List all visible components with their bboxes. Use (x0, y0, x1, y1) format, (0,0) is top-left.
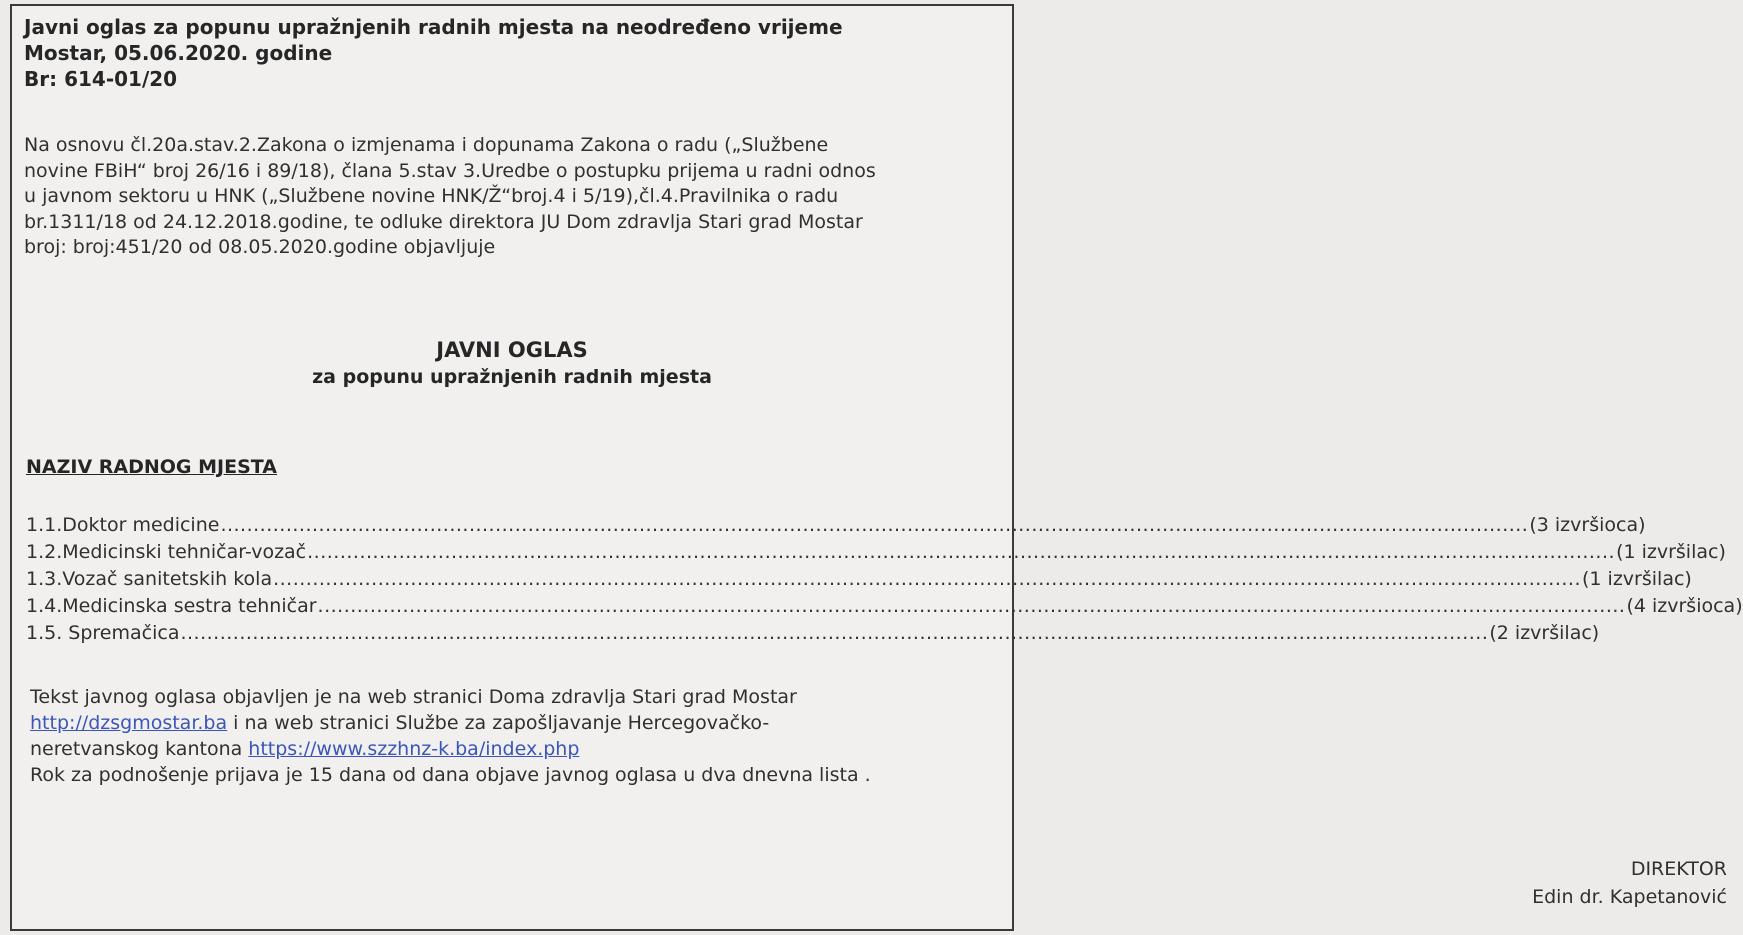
list-item (26, 593, 1743, 620)
intro-line: broj: broj:451/20 od 08.05.2020.godine objavljuje (24, 236, 496, 258)
list-item (26, 566, 1692, 593)
signature-role: DIREKTOR (1630, 858, 1727, 880)
szzhnz-link[interactable]: https://www.szzhnz-k.ba/index.php (248, 738, 580, 760)
intro-paragraph (24, 133, 1004, 261)
positions-list (26, 512, 1743, 647)
signature-name: Edin dr. Kapetanović (1532, 886, 1727, 908)
position-count: (1 izvršilac) (1582, 568, 1692, 590)
position-name: 1.5. Spremačica (26, 622, 180, 644)
document-header (24, 14, 843, 92)
position-count: (2 izvršilac) (1489, 622, 1600, 644)
position-name: 1.1.Doktor medicine (26, 514, 220, 536)
document-title: Javni oglas za popunu upražnjenih radnih mjesta na neodređeno vrijeme (24, 15, 843, 39)
intro-line: novine FBiH“ broj 26/16 i 89/18), člana 5.stav 3.Uredbe o postupku prijema u radni odnos (24, 159, 876, 182)
notice-line (30, 736, 1000, 762)
notice-text: neretvanskog kantona (30, 738, 249, 760)
notice-line (30, 710, 1000, 736)
position-name: 1.3.Vozač sanitetskih kola (26, 568, 273, 590)
announcement-subtitle: za popunu upražnjenih radnih mjesta (312, 366, 712, 388)
notice-line: Tekst javnog oglasa objavljen je na web stranici Doma zdravlja Stari grad Mostar (30, 686, 797, 708)
leader-dots: ........................................................................................................................................................................................................ (317, 595, 1626, 617)
leader-dots: ........................................................................................................................................................................................................ (307, 541, 1616, 563)
document-number: Br: 614-01/20 (24, 67, 178, 91)
announcement-title: JAVNI OGLAS (436, 338, 588, 362)
leader-dots: ........................................................................................................................................................................................................ (220, 514, 1529, 536)
list-item (26, 512, 1646, 539)
intro-line: u javnom sektoru u HNK („Službene novine HNK/Ž“broj.4 i 5/19),čl.4.Pravilnika o radu (24, 185, 839, 207)
position-count: (3 izvršioca) (1529, 514, 1646, 536)
position-name: 1.2.Medicinski tehničar-vozač (26, 541, 307, 563)
list-item (26, 539, 1726, 566)
leader-dots: ........................................................................................................................................................................................................ (180, 622, 1489, 644)
place-date: Mostar, 05.06.2020. godine (24, 41, 333, 65)
position-count: (1 izvršilac) (1616, 541, 1726, 563)
dzsgmostar-link[interactable]: http://dzsgmostar.ba (30, 712, 228, 734)
leader-dots: ........................................................................................................................................................................................................ (273, 568, 1582, 590)
notice-text: i na web stranici Službe za zapošljavanje Hercegovačko- (227, 712, 770, 734)
intro-line: Na osnovu čl.20a.stav.2.Zakona o izmjenama i dopunama Zakona o radu („Službene (24, 134, 829, 156)
signature-block (1532, 855, 1727, 911)
list-item (26, 620, 1600, 647)
notice-line: Rok za podnošenje prijava je 15 dana od dana objave javnog oglasa u dva dnevna lista . (30, 764, 871, 786)
position-name: 1.4.Medicinska sestra tehničar (26, 595, 317, 617)
intro-line: br.1311/18 od 24.12.2018.godine, te odluke direktora JU Dom zdravlja Stari grad Mostar (24, 210, 863, 233)
positions-heading: NAZIV RADNOG MJESTA (26, 456, 277, 478)
notice-paragraph (30, 684, 1000, 788)
position-count: (4 izvršioca) (1626, 595, 1743, 617)
